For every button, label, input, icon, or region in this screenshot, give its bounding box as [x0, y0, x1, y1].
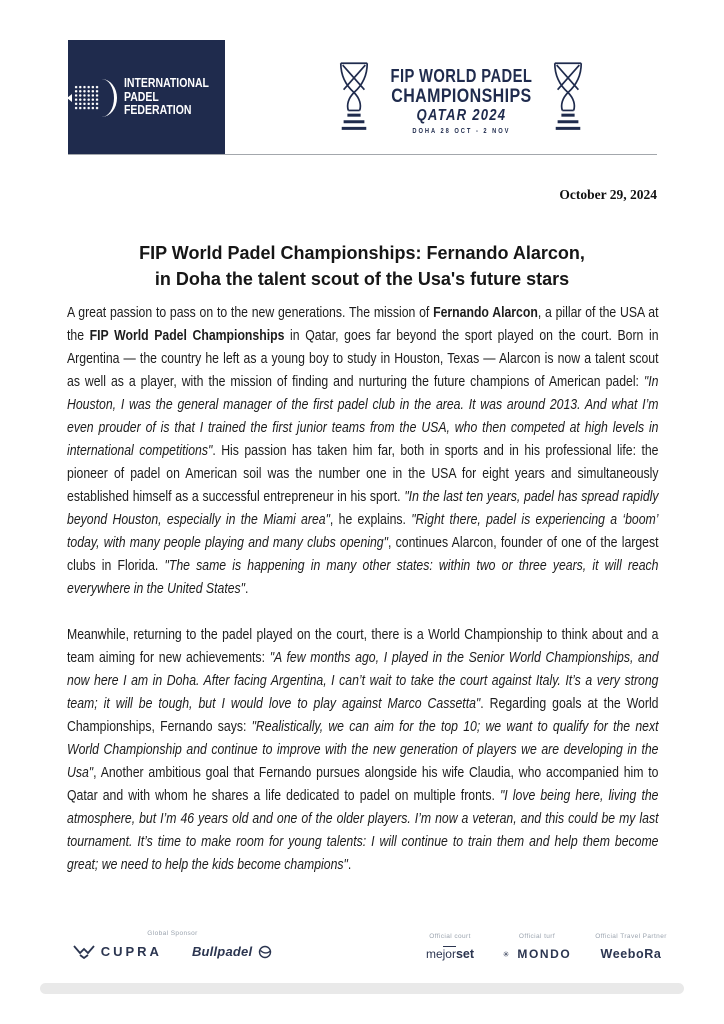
- article-title-line1: FIP World Padel Championships: Fernando Alarcon,: [139, 243, 585, 263]
- mondo-star-icon: ✳: [502, 949, 510, 959]
- article-title-line2: in Doha the talent scout of the Usa's future stars: [154, 269, 570, 289]
- bullpadel-logo: [192, 944, 272, 959]
- bullpadel-ball-icon: [258, 945, 272, 959]
- document-date: October 29, 2024: [559, 187, 657, 202]
- official-travel-label: Official Travel Partner: [595, 933, 667, 940]
- mejorset-logo-text: [426, 947, 474, 961]
- mejor-overline-part: jor: [442, 947, 456, 961]
- set-part: set: [455, 947, 475, 961]
- ipf-logo-line3: FEDERATION: [124, 103, 192, 118]
- cupra-logo: [73, 944, 162, 959]
- official-turf-group: [492, 933, 582, 961]
- official-travel-group: [586, 933, 676, 961]
- mondo-logo-text: MONDO: [517, 947, 572, 961]
- event-logo-text: [390, 67, 532, 135]
- article-title: [67, 240, 657, 292]
- ipf-logo-line2: PADEL: [124, 89, 160, 104]
- paragraph-1: A great passion to pass on to the new generations. The mission of Fernando Alarcon, a pillar of the USA at the FIP World Padel Championships in Qatar, goes far beyond the sport played on the court. Born in Argentina — the country he left as a young boy to study in Houston, Texas — Alarcon is now a talent scout as well as a player, with the mission of finding and nurturing the future champions of American padel: "In Houston, I was the general manager of the first padel club in the area. It was around 2013. And what I’m even prouder of is that I trained the first junior teams from the USA, who then competed at high levels in international competitions". His passion has taken him far, both in sports and in his professional life: the pioneer of padel on American soil was the number one in the USA for eight years and simultaneously established himself as a successful entrepreneur in his sport. "In the last ten years, padel has spread rapidly beyond Houston, especially in the Miami area", he explains. "Right there, padel is experiencing a ‘boom’ today, with many people playing and many clubs opening", continues Alarcon, founder of one of the largest clubs in Florida. "The same is happening in many other states: within two or three years, it will reach everywhere in the United States".: [67, 305, 659, 597]
- event-logo-title2: CHAMPIONSHIPS: [390, 85, 532, 107]
- paragraph-2: Meanwhile, returning to the padel played on the court, there is a World Championship to think about and a team aiming for new achievements: "A few months ago, I played in the Senior World Championships, and now here I am in Doha. After facing Argentina, I can’t wait to take the court against Italy. It’s a very strong team; it will be tough, but I would love to play against Marco Cassetta". Regarding goals at the World Championships, Fernando says: "Realistically, we can aim for the top 10; we want to qualify for the next World Championship and continue to improve with the new generation of players we are developing in the Usa", Another ambitious goal that Fernando pursues alongside his wife Claudia, who accompanied him to Qatar and with whom he shares a life dedicated to padel on multiple fronts. "I love being here, living the atmosphere, but I’m 46 years old and one of the older players. I’m now a veteran, and this could be my last tournament. It’s time to make room for young talents: I will continue to train them and help them become great; we need to help the kids become champions".: [67, 627, 659, 873]
- weebora-logo-text: WeeboRa: [600, 947, 662, 961]
- weebora-logo: [601, 947, 662, 961]
- mondo-logo: [503, 947, 572, 961]
- ipf-logo-line1: INTERNATIONAL: [124, 76, 210, 91]
- event-logo-dates: DOHA 28 OCT - 2 NOV: [411, 128, 511, 135]
- article-body: [67, 302, 724, 900]
- ipf-dots-icon: [74, 85, 99, 110]
- official-court-group: [405, 933, 495, 961]
- ipf-logo-text: [124, 77, 209, 118]
- global-sponsor-group: [60, 930, 285, 959]
- cupra-emblem-icon: [73, 944, 95, 959]
- ipf-logo: [68, 40, 225, 155]
- trophy-icon-right: [551, 58, 585, 144]
- global-sponsor-label: Global Sponsor: [147, 930, 198, 937]
- cupra-logo-text: CUPRA: [100, 944, 162, 959]
- mejorset-logo: [426, 947, 474, 961]
- event-logo-title1: FIP WORLD PADEL: [390, 66, 532, 86]
- official-court-label: Official court: [429, 933, 471, 940]
- official-turf-label: Official turf: [518, 933, 556, 940]
- ipf-logo-mark-icon: [67, 79, 117, 117]
- mejor-part: me: [425, 947, 443, 961]
- event-logo-edition: QATAR 2024: [416, 107, 506, 124]
- event-logo: [340, 52, 582, 150]
- ipf-arrow-icon: [67, 94, 72, 102]
- ipf-arc-icon: [101, 79, 117, 117]
- header-divider: [68, 154, 657, 155]
- bullpadel-logo-text: Bullpadel: [191, 944, 253, 959]
- bottom-divider-band: [40, 983, 684, 994]
- trophy-icon-left: [337, 58, 371, 144]
